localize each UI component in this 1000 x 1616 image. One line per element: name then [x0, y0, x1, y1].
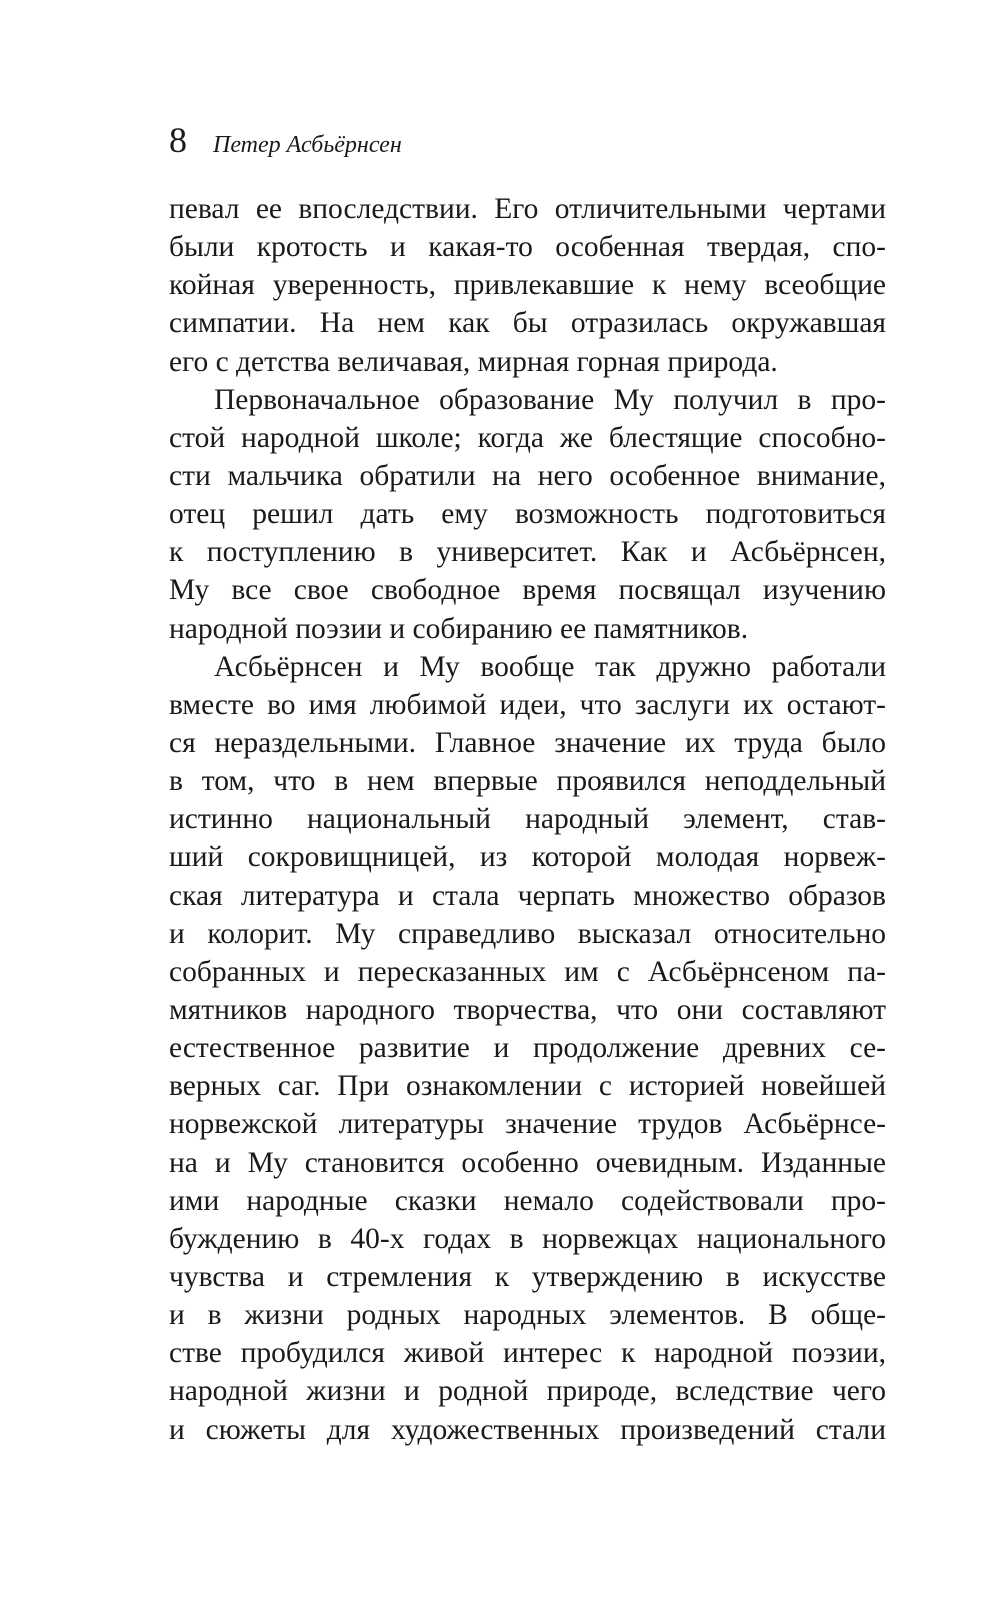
text-line: ими народные сказки немало содействовали про- — [169, 1184, 886, 1217]
page-number: 8 — [169, 120, 187, 160]
text-line: стой народной школе; когда же блестящие способно- — [169, 421, 886, 454]
text-line: норвежской литературы значение трудов Асбьёрнсе- — [169, 1108, 886, 1141]
running-title: Петер Асбьёрнсен — [213, 132, 402, 158]
running-head — [169, 122, 402, 158]
text-line: певал ее впоследствии. Его отличительными чертами — [169, 193, 886, 225]
text-line: симпатии. На нем как бы отразилась окружавшая — [169, 307, 886, 340]
text-line: стве пробудился живой интерес к народной поэзии, — [169, 1337, 886, 1370]
text-line: на и Му становится особенно очевидным. Изданные — [169, 1146, 886, 1179]
text-line: отец решил дать ему возможность подготовиться — [169, 498, 886, 531]
text-line: Му все свое свободное время посвящал изучению — [169, 574, 886, 607]
text-line: ший сокровищницей, из которой молодая норвеж- — [169, 841, 886, 874]
text-line: койная уверенность, привлекавшие к нему всеобщие — [169, 269, 886, 302]
text-line: сти мальчика обратили на него особенное внимание, — [169, 459, 886, 492]
text-line: верных саг. При ознакомлении с историей новейшей — [169, 1070, 886, 1103]
text-line: к поступлению в университет. Как и Асбьёрнсен, — [169, 536, 886, 569]
text-line: буждению в 40-х годах в норвежцах национального — [169, 1222, 886, 1255]
text-line: были кротость и какая-то особенная твердая, спо- — [169, 231, 886, 264]
text-line: народной жизни и родной природе, вследствие чего — [169, 1375, 886, 1408]
text-line: его с детства величавая, мирная горная природа. — [169, 345, 778, 378]
text-line: истинно национальный народный элемент, став- — [169, 803, 886, 836]
text-line: чувства и стремления к утверждению в искусстве — [169, 1260, 886, 1293]
text-line: и колорит. Му справедливо высказал относительно — [169, 917, 886, 950]
text-line: Первоначальное образование Му получил в про- — [214, 383, 886, 416]
text-line: естественное развитие и продолжение древних се- — [169, 1032, 886, 1065]
text-line: ся нераздельными. Главное значение их труда было — [169, 726, 886, 759]
body-text — [169, 190, 886, 1449]
text-line: мятников народного творчества, что они составляют — [169, 993, 886, 1026]
text-line: ская литература и стала черпать множество образов — [169, 879, 886, 912]
text-line: в том, что в нем впервые проявился неподдельный — [169, 765, 886, 798]
text-line: собранных и пересказанных им с Асбьёрнсеном па- — [169, 955, 886, 988]
text-line: и в жизни родных народных элементов. В обще- — [169, 1299, 886, 1332]
text-line: народной поэзии и собиранию ее памятников. — [169, 612, 749, 645]
text-line: и сюжеты для художественных произведений стали — [169, 1413, 886, 1446]
text-line: вместе во имя любимой идеи, что заслуги их остают- — [169, 688, 886, 721]
text-line: Асбьёрнсен и Му вообще так дружно работали — [214, 650, 886, 683]
